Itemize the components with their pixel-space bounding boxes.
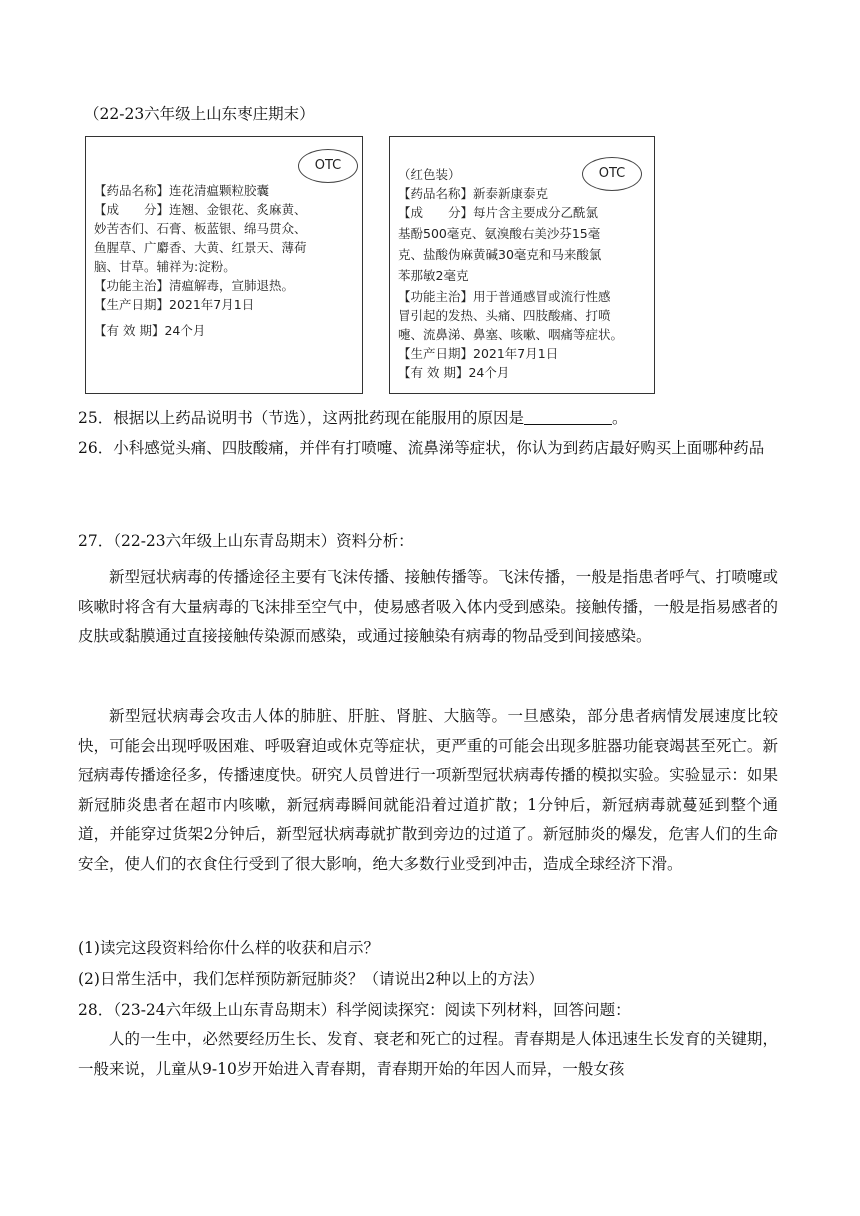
- card1-line: 【成 分】连翘、金银花、炙麻黄、: [94, 202, 307, 217]
- card1-line: 【有 效 期】24个月: [94, 323, 206, 338]
- answer-blank[interactable]: [524, 410, 612, 425]
- q27-subquestion-2: (2)日常生活中，我们怎样预防新冠肺炎？（请说出2种以上的方法）: [78, 970, 544, 988]
- card2-line: 【成 分】每片含主要成分乙酰氯: [398, 205, 599, 220]
- question-26: 26．小科感觉头痛、四肢酸痛，并伴有打喷嚏、流鼻涕等症状，你认为到药店最好购买上面哪种药品: [78, 439, 765, 457]
- card1-line: 【功能主治】清瘟解毒，宣肺退热。: [94, 278, 295, 293]
- question-25-end: 。: [611, 409, 628, 427]
- question-25-text: 25．根据以上药品说明书（节选），这两批药现在能服用的原因是: [78, 409, 524, 427]
- card2-line: 克、盐酸伪麻黄碱30毫克和马来酸氯: [398, 247, 602, 262]
- q27-paragraph-1: 新型冠状病毒的传播途径主要有飞沫传播、接触传播等。飞沫传播，一般是指患者呼气、打喷嚏或咳嗽时将含有大量病毒的飞沫排至空气中，使易感者吸入体内受到感染。接触传播，一般是指易感者的皮肤或黏膜通过直接接触传染源而感染，或通过接触染有病毒的物品受到间接感染。: [78, 568, 778, 645]
- card2-line: （红色装）: [398, 167, 461, 182]
- otc-badge: OTC: [582, 157, 642, 191]
- medicine-label-kangtaike: [389, 136, 655, 394]
- card2-line: 【功能主治】用于普通感冒或流行性感: [398, 289, 611, 304]
- q27-subquestion-1: (1)读完这段资料给你什么样的收获和启示？: [78, 939, 379, 957]
- card2-line: 冒引起的发热、头痛、四肢酸痛、打喷: [398, 308, 611, 323]
- card2-line: 苯那敏2毫克: [398, 268, 469, 283]
- question-27-heading: 27．（22-23六年级上山东青岛期末）资料分析：: [78, 532, 414, 550]
- card2-line: 【有 效 期】24个月: [398, 365, 510, 380]
- card1-line: 【生产日期】2021年7月1日: [94, 297, 255, 312]
- card1-line: 鱼腥草、广麝香、大黄、红景天、薄荷: [94, 240, 307, 255]
- card2-line: 基酚500毫克、氨溴酸右美沙芬15毫: [398, 226, 601, 241]
- q28-paragraph-1: 人的一生中，必然要经历生长、发育、衰老和死亡的过程。青春期是人体迅速生长发育的关键期，一般来说，儿童从9-10岁开始进入青春期，青春期开始的年因人而异，一般女孩: [78, 1030, 778, 1078]
- source-note: （22-23六年级上山东枣庄期末）: [84, 105, 315, 123]
- question-25: [78, 408, 628, 428]
- card2-line: 嚏、流鼻涕、鼻塞、咳嗽、咽痛等症状。: [398, 327, 624, 342]
- otc-badge: OTC: [298, 149, 358, 183]
- card1-line: 脑、甘草。辅祥为:淀粉。: [94, 259, 236, 274]
- card2-line: 【生产日期】2021年7月1日: [398, 346, 559, 361]
- card1-line: 妙苦杏们、石膏、板蓝银、绵马贯众、: [94, 221, 307, 236]
- question-28-heading: 28．（23-24六年级上山东青岛期末）科学阅读探究：阅读下列材料，回答问题：: [78, 1001, 631, 1019]
- card2-line: 【药品名称】新泰新康泰克: [398, 186, 549, 201]
- q27-paragraph-2: 新型冠状病毒会攻击人体的肺脏、肝脏、肾脏、大脑等。一旦感染，部分患者病情发展速度比较快，可能会出现呼吸困难、呼吸窘迫或休克等症状，更严重的可能会出现多脏器功能衰竭甚至死亡。新冠病毒传播途径多，传播速度快。研究人员曾进行一项新型冠状病毒传播的模拟实验。实验显示：如果新冠肺炎患者在超市内咳嗽，新冠病毒瞬间就能沿着过道扩散；1分钟后，新冠病毒就蔓延到整个通道，并能穿过货架2分钟后，新型冠状病毒就扩散到旁边的过道了。新冠肺炎的爆发，危害人们的生命安全，使人们的衣食住行受到了很大影响，绝大多数行业受到冲击，造成全球经济下滑。: [78, 707, 778, 873]
- card1-line: 【药品名称】连花清瘟颗粒胶囊: [94, 183, 270, 198]
- medicine-label-lianhua: [85, 136, 363, 394]
